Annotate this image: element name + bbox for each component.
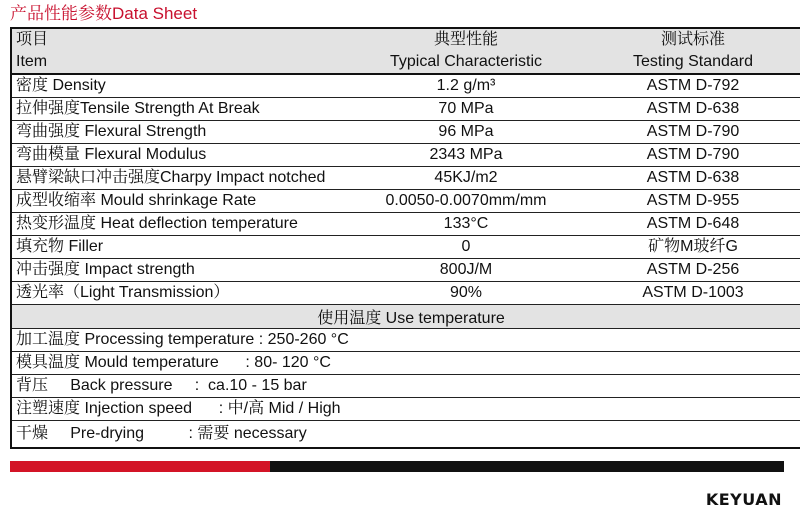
property-standard: ASTM D-256 [576, 259, 800, 282]
property-item: 填充物 Filler [11, 236, 356, 259]
footer-accent-bar [10, 461, 784, 472]
accent-bar-black [270, 461, 784, 472]
condition-row [11, 352, 800, 375]
property-value: 45KJ/m2 [356, 167, 576, 190]
header-standard-zh: 测试标准 [576, 28, 800, 51]
property-row [11, 167, 800, 190]
condition-row [11, 398, 800, 421]
property-standard: ASTM D-638 [576, 98, 800, 121]
property-standard: ASTM D-955 [576, 190, 800, 213]
property-row [11, 190, 800, 213]
condition-row [11, 421, 800, 449]
condition-text: 干燥 Pre-drying : 需要 necessary [16, 425, 307, 442]
property-item: 热变形温度 Heat deflection temperature [11, 213, 356, 236]
section-title: 使用温度 Use temperature [11, 305, 800, 329]
property-item: 透光率（Light Transmission） [11, 282, 356, 305]
property-value: 1.2 g/m³ [356, 74, 576, 98]
property-item: 拉伸强度Tensile Strength At Break [11, 98, 356, 121]
header-item-zh: 项目 [11, 28, 356, 51]
property-standard: 矿物M玻纤G [576, 236, 800, 259]
header-typical-en: Typical Characteristic [356, 51, 576, 74]
property-value: 0.0050-0.0070mm/mm [356, 190, 576, 213]
property-value: 96 MPa [356, 121, 576, 144]
property-item: 成型收缩率 Mould shrinkage Rate [11, 190, 356, 213]
property-item: 冲击强度 Impact strength [11, 259, 356, 282]
property-value: 0 [356, 236, 576, 259]
accent-bar-red [10, 461, 270, 472]
condition-text: 模具温度 Mould temperature : 80- 120 °C [11, 352, 800, 375]
header-row-zh [11, 28, 800, 51]
property-value: 2343 MPa [356, 144, 576, 167]
property-standard: ASTM D-792 [576, 74, 800, 98]
property-row [11, 213, 800, 236]
property-row [11, 74, 800, 98]
brand-logo-text: KEYUAN [705, 490, 782, 509]
header-row-en [11, 51, 800, 74]
property-item: 密度 Density [11, 74, 356, 98]
property-value: 90% [356, 282, 576, 305]
condition-row [11, 375, 800, 398]
property-row [11, 144, 800, 167]
header-item-en: Item [11, 51, 356, 74]
property-row [11, 236, 800, 259]
header-typical-zh: 典型性能 [356, 28, 576, 51]
property-standard: ASTM D-638 [576, 167, 800, 190]
header-standard-en: Testing Standard [576, 51, 800, 74]
property-item: 弯曲模量 Flexural Modulus [11, 144, 356, 167]
property-row [11, 259, 800, 282]
data-sheet-table [10, 27, 800, 449]
sheet-title: 产品性能参数Data Sheet [10, 4, 198, 23]
property-item: 悬臂梁缺口冲击强度Charpy Impact notched [11, 167, 356, 190]
property-standard: ASTM D-790 [576, 121, 800, 144]
property-standard: ASTM D-648 [576, 213, 800, 236]
property-value: 70 MPa [356, 98, 576, 121]
property-value: 133°C [356, 213, 576, 236]
condition-text: 加工温度 Processing temperature : 250-260 °C [11, 329, 800, 352]
condition-row [11, 329, 800, 352]
property-standard: ASTM D-1003 [576, 282, 800, 305]
property-row [11, 98, 800, 121]
property-item: 弯曲强度 Flexural Strength [11, 121, 356, 144]
property-row [11, 121, 800, 144]
condition-text: 背压 Back pressure : ca.10 - 15 bar [11, 375, 800, 398]
property-row [11, 282, 800, 305]
use-temperature-header [11, 305, 800, 329]
condition-text: 注塑速度 Injection speed : 中/高 Mid / High [11, 398, 800, 421]
property-standard: ASTM D-790 [576, 144, 800, 167]
property-value: 800J/M [356, 259, 576, 282]
